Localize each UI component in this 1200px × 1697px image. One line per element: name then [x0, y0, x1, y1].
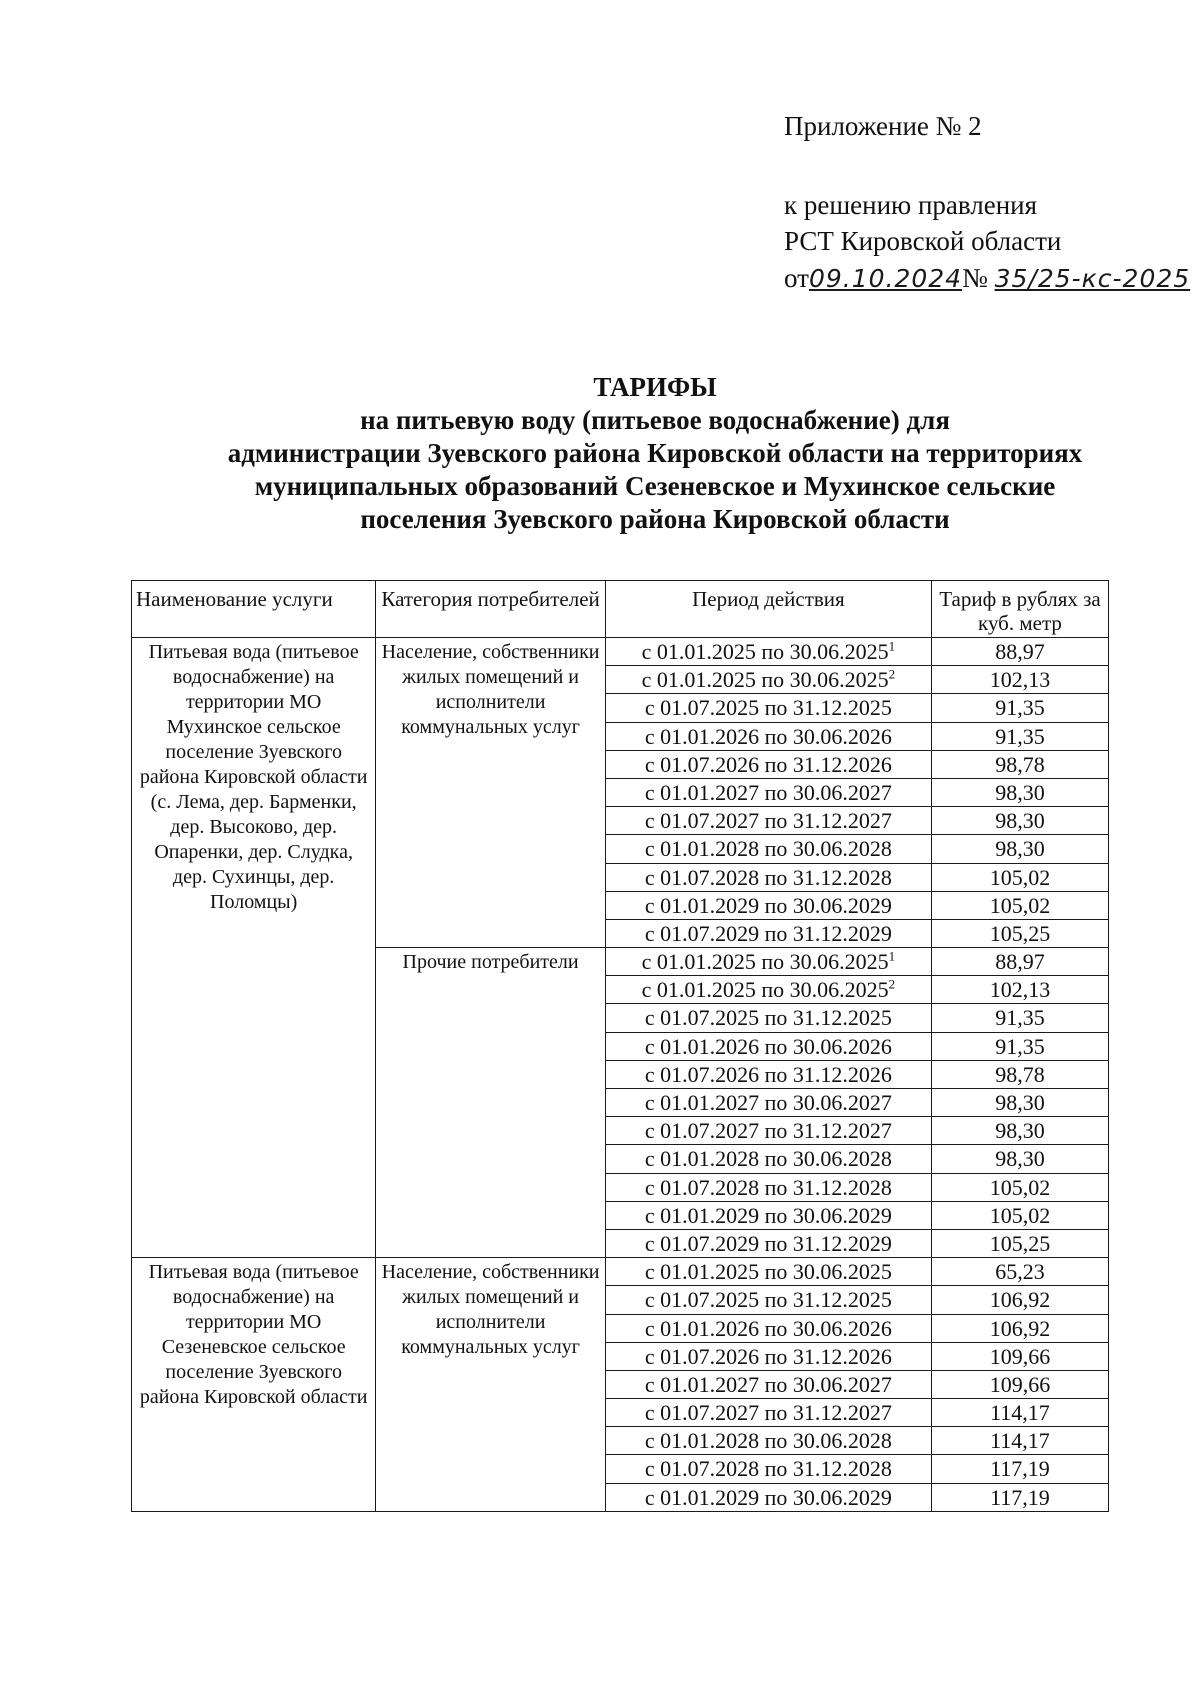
tariff-rate-cell: 98,30 — [931, 1117, 1108, 1145]
period-text: с 01.07.2026 по 31.12.2026 — [644, 751, 892, 777]
period-text: с 01.01.2025 по 30.06.2025 — [644, 1259, 892, 1285]
decision-date-line — [784, 260, 1190, 297]
period-cell — [605, 1032, 931, 1060]
period-cell — [605, 1229, 931, 1257]
period-cell — [605, 835, 931, 863]
tariff-rate-cell: 105,02 — [931, 863, 1108, 891]
tariff-rate-cell: 98,78 — [931, 1060, 1108, 1088]
footnote-marker: 1 — [888, 638, 896, 654]
column-header-period: Период действия — [605, 581, 931, 638]
period-cell — [605, 694, 931, 722]
period-text: с 01.01.2026 по 30.06.2026 — [644, 1033, 892, 1059]
tariff-rate-cell: 91,35 — [931, 694, 1108, 722]
consumer-category-cell: Население, собственники жилых помещений и исполнители коммунальных услуг — [376, 1258, 606, 1512]
tariff-rate-cell: 102,13 — [931, 666, 1108, 694]
period-text: с 01.07.2025 по 31.12.2025 — [644, 1287, 892, 1313]
period-text: с 01.01.2028 по 30.06.2028 — [644, 1428, 892, 1454]
period-cell — [605, 1342, 931, 1370]
period-cell — [605, 1060, 931, 1088]
period-cell — [605, 891, 931, 919]
tariff-rate-cell: 109,66 — [931, 1370, 1108, 1398]
consumer-category-cell: Население, собственники жилых помещений и исполнители коммунальных услуг — [376, 638, 606, 948]
tariff-rate-cell: 98,30 — [931, 1089, 1108, 1117]
period-cell — [605, 1117, 931, 1145]
footnote-marker: 1 — [888, 948, 896, 964]
period-text: с 01.01.2025 по 30.06.2025 — [641, 667, 889, 693]
period-cell — [605, 1201, 931, 1229]
period-text: с 01.01.2025 по 30.06.2025 — [641, 949, 889, 975]
period-cell — [605, 948, 931, 976]
period-text: с 01.07.2028 по 31.12.2028 — [644, 864, 892, 890]
period-cell — [605, 1370, 931, 1398]
appendix-number: Приложение № 2 — [784, 111, 982, 141]
tariff-rate-cell: 114,17 — [931, 1399, 1108, 1427]
tariff-rate-cell: 105,02 — [931, 1201, 1108, 1229]
decision-line-2: РСТ Кировской области — [784, 226, 1062, 257]
tariff-table — [131, 580, 1109, 1512]
tariff-rate-cell: 98,30 — [931, 778, 1108, 806]
period-cell — [605, 1314, 931, 1342]
tariff-rate-cell: 98,78 — [931, 750, 1108, 778]
period-text: с 01.01.2026 по 30.06.2026 — [644, 1315, 892, 1341]
footnote-marker: 2 — [888, 666, 896, 682]
tariff-rate-cell: 91,35 — [931, 1004, 1108, 1032]
tariff-rate-cell: 106,92 — [931, 1314, 1108, 1342]
period-text: с 01.01.2025 по 30.06.2025 — [641, 977, 889, 1003]
tariff-rate-cell: 117,19 — [931, 1455, 1108, 1483]
period-cell — [605, 1004, 931, 1032]
tariff-rate-cell: 91,35 — [931, 1032, 1108, 1060]
period-text: с 01.07.2025 по 31.12.2025 — [644, 695, 892, 721]
period-cell — [605, 666, 931, 694]
period-cell — [605, 638, 931, 666]
decision-number: 35/25-кс-2025 — [994, 264, 1191, 294]
period-cell — [605, 1258, 931, 1286]
period-text: с 01.07.2026 по 31.12.2026 — [644, 1061, 892, 1087]
appendix-header — [784, 108, 1190, 297]
period-text: с 01.01.2028 по 30.06.2028 — [644, 1146, 892, 1172]
period-text: с 01.07.2029 по 31.12.2029 — [644, 920, 892, 946]
title-line-1: ТАРИФЫ — [593, 372, 717, 402]
tariff-rate-cell: 105,02 — [931, 1173, 1108, 1201]
period-text: с 01.07.2027 по 31.12.2027 — [644, 1118, 892, 1144]
period-cell — [605, 807, 931, 835]
period-cell — [605, 1286, 931, 1314]
title-line-2: на питьевую воду (питьевое водоснабжение) для — [360, 405, 950, 435]
period-cell — [605, 1427, 931, 1455]
tariff-rate-cell: 105,25 — [931, 919, 1108, 947]
title-line-5: поселения Зуевского района Кировской области — [360, 504, 950, 534]
title-line-4: муниципальных образований Сезеневское и Мухинское сельские — [254, 471, 1056, 501]
tariff-rate-cell: 117,19 — [931, 1483, 1108, 1511]
table-header-row — [132, 581, 1109, 638]
period-cell — [605, 976, 931, 1004]
service-name-cell: Питьевая вода (питьевое водоснабжение) на территории МО Мухинское сельское поселение Зуевского района Кировской области (с. Лема, дер. Барменки, дер. Высоково, дер. Опаренки, дер. Слудка, дер. Сухинцы, дер. Поломцы) — [132, 638, 376, 1258]
period-text: с 01.01.2025 по 30.06.2025 — [641, 639, 889, 664]
decision-date: 09.10.2024 — [808, 264, 963, 294]
table-row — [132, 638, 1109, 666]
tariff-rate-cell: 98,30 — [931, 835, 1108, 863]
period-text: с 01.01.2026 по 30.06.2026 — [644, 723, 892, 749]
period-text: с 01.01.2029 по 30.06.2029 — [644, 1202, 892, 1228]
period-text: с 01.01.2027 по 30.06.2027 — [644, 1090, 892, 1115]
period-cell — [605, 1173, 931, 1201]
period-cell — [605, 1399, 931, 1427]
decision-line-1: к решению правления — [784, 189, 1038, 220]
period-text: с 01.07.2027 по 31.12.2027 — [644, 1400, 892, 1426]
tariff-rate-cell: 102,13 — [931, 976, 1108, 1004]
tariff-rate-cell: 114,17 — [931, 1427, 1108, 1455]
period-cell — [605, 1483, 931, 1511]
period-text: с 01.01.2027 по 30.06.2027 — [644, 779, 892, 805]
period-text: с 01.01.2027 по 30.06.2027 — [644, 1371, 892, 1397]
tariff-rate-cell: 65,23 — [931, 1258, 1108, 1286]
date-prefix: от — [784, 263, 809, 294]
period-cell — [605, 1089, 931, 1117]
period-cell — [605, 778, 931, 806]
period-text: с 01.07.2029 по 31.12.2029 — [644, 1230, 892, 1256]
consumer-category-cell: Прочие потребители — [376, 948, 606, 1258]
tariff-rate-cell: 88,97 — [931, 948, 1108, 976]
table-row — [132, 1258, 1109, 1286]
period-cell — [605, 1145, 931, 1173]
tariff-rate-cell: 105,02 — [931, 891, 1108, 919]
period-text: с 01.07.2026 по 31.12.2026 — [644, 1343, 892, 1369]
tariff-rate-cell: 105,25 — [931, 1229, 1108, 1257]
title-line-3: администрации Зуевского района Кировской области на территориях — [227, 438, 1083, 468]
column-header-category: Категория потребителей — [376, 581, 606, 638]
period-text: с 01.07.2027 по 31.12.2027 — [644, 808, 892, 834]
period-cell — [605, 863, 931, 891]
tariff-rate-cell: 98,30 — [931, 1145, 1108, 1173]
document-title — [150, 371, 1160, 536]
column-header-rate: Тариф в рублях за куб. метр — [931, 581, 1108, 638]
service-name-cell: Питьевая вода (питьевое водоснабжение) на территории МО Сезеневское сельское поселение Зуевского района Кировской области — [132, 1258, 376, 1512]
period-cell — [605, 750, 931, 778]
footnote-marker: 2 — [888, 976, 896, 992]
tariff-rate-cell: 88,97 — [931, 638, 1108, 666]
tariff-rate-cell: 91,35 — [931, 722, 1108, 750]
period-text: с 01.07.2028 по 31.12.2028 — [644, 1456, 892, 1482]
period-text: с 01.01.2028 по 30.06.2028 — [644, 836, 892, 862]
tariff-rate-cell: 98,30 — [931, 807, 1108, 835]
period-text: с 01.01.2029 по 30.06.2029 — [644, 892, 892, 918]
tariff-table-body — [132, 638, 1109, 1512]
period-cell — [605, 919, 931, 947]
tariff-rate-cell: 106,92 — [931, 1286, 1108, 1314]
period-cell — [605, 722, 931, 750]
period-text: с 01.07.2025 по 31.12.2025 — [644, 1005, 892, 1031]
period-text: с 01.07.2028 по 31.12.2028 — [644, 1174, 892, 1200]
column-header-service: Наименование услуги — [132, 581, 376, 638]
period-cell — [605, 1455, 931, 1483]
tariff-rate-cell: 109,66 — [931, 1342, 1108, 1370]
period-text: с 01.01.2029 по 30.06.2029 — [644, 1484, 892, 1510]
number-prefix: № — [962, 263, 988, 294]
